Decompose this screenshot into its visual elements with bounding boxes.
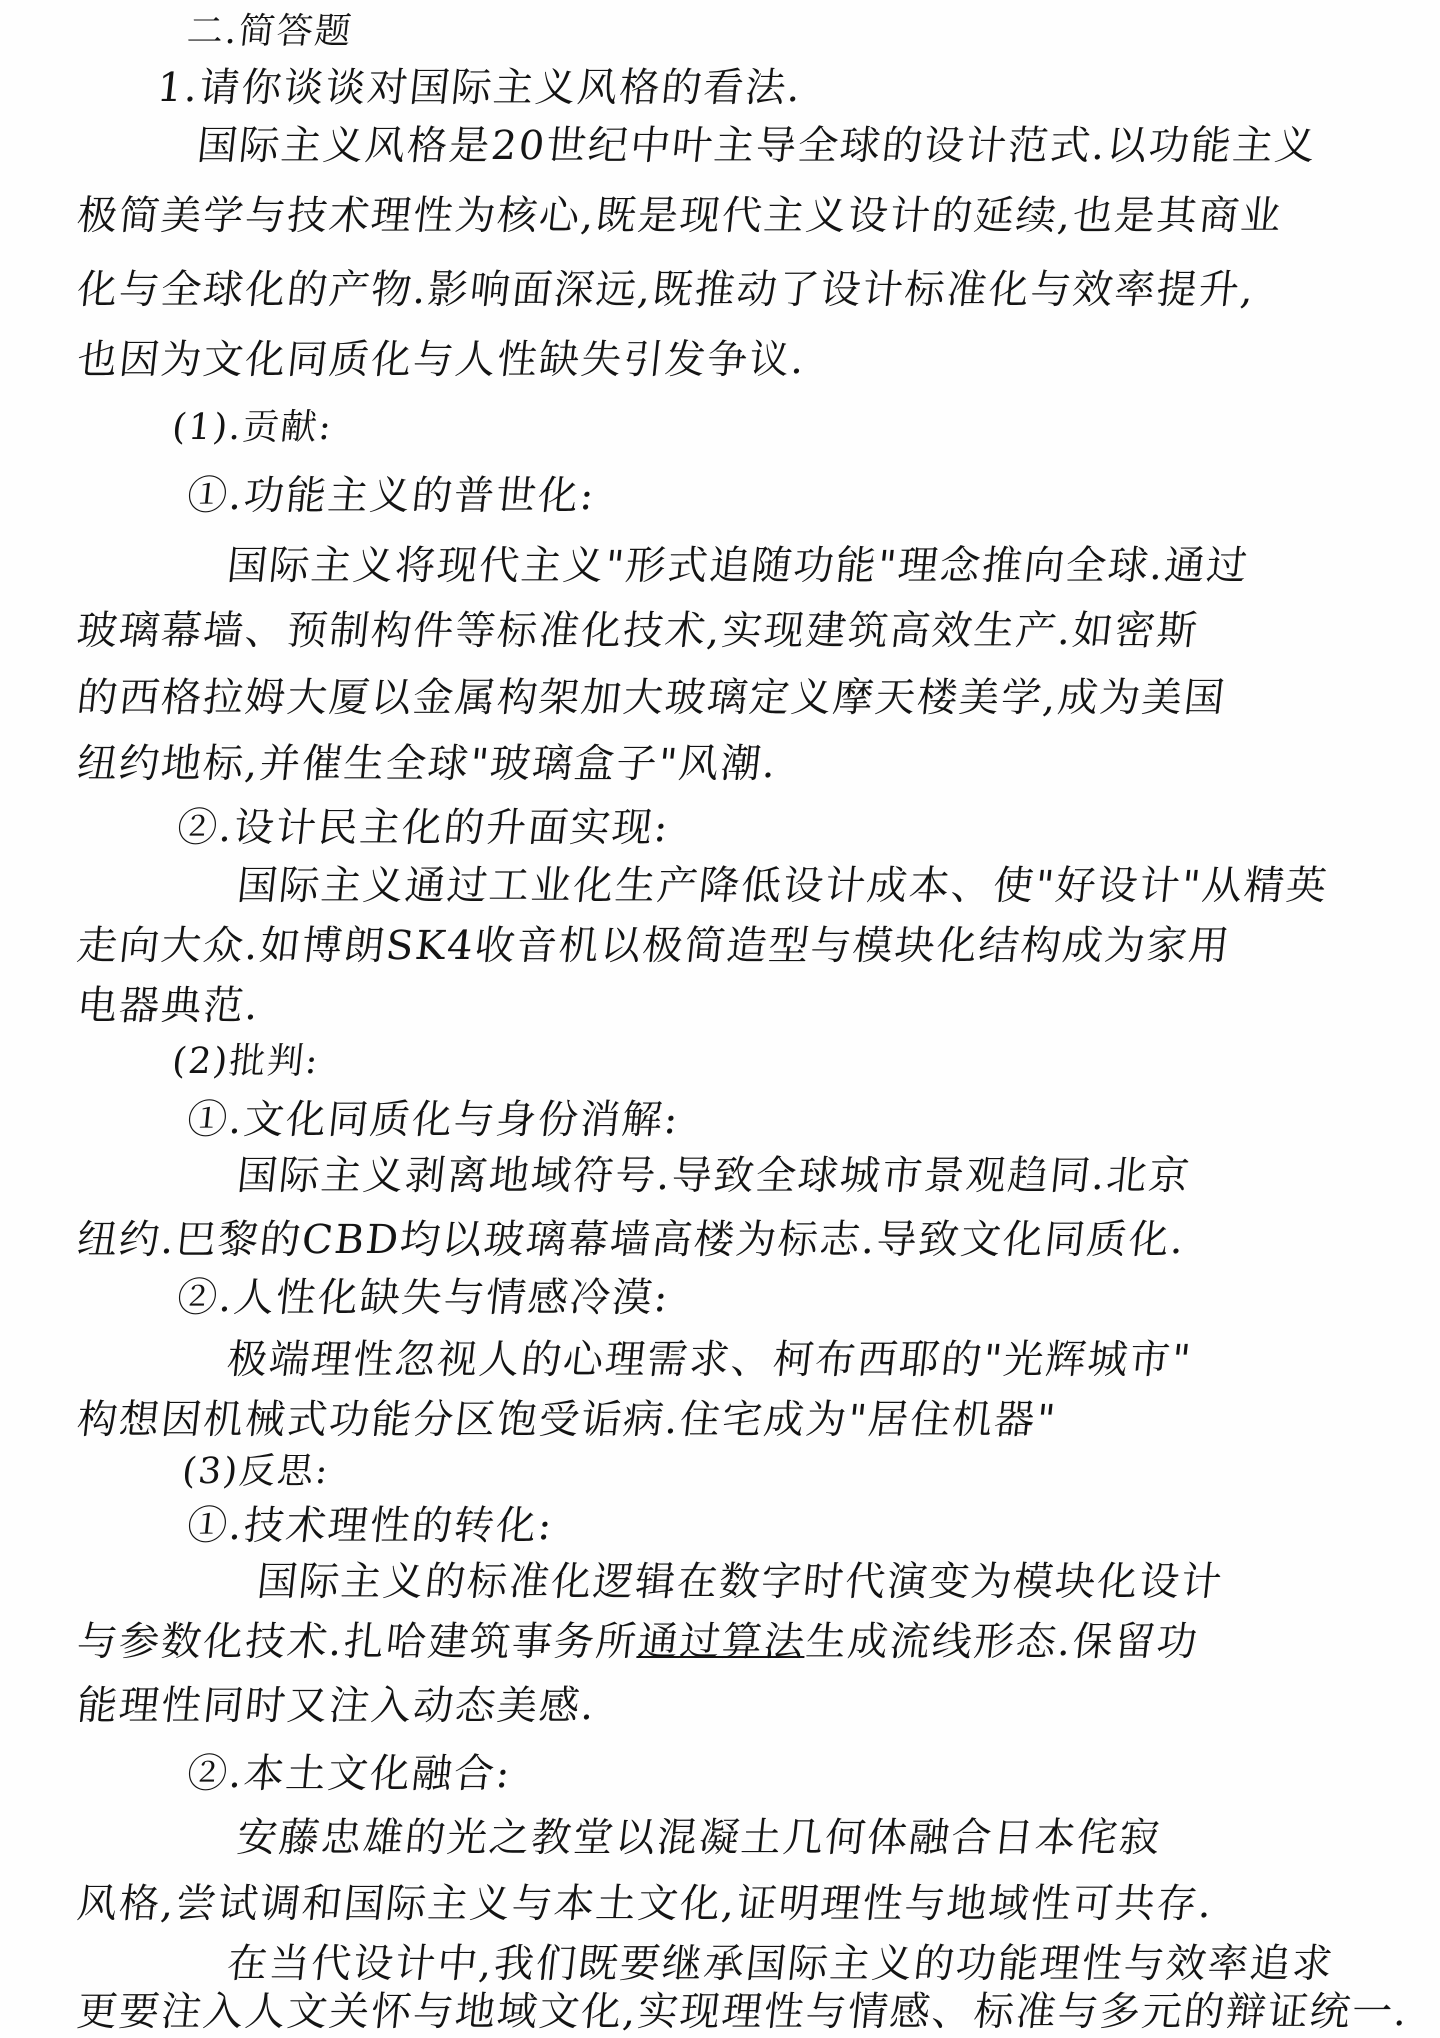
question-text: 1.请你谈谈对国际主义风格的看法. <box>154 65 805 111</box>
inspiration-line2-end: 生成流线形态.保留功 <box>803 1619 1202 1665</box>
contribution-heading: (1).贡献: <box>170 407 336 448</box>
critique-heading: (2)批判: <box>170 1041 322 1082</box>
contribution-item1-heading: ①.功能主义的普世化: <box>184 473 598 519</box>
contribution-item2-line-2: 走向大众.如博朗SK4收音机以极简造型与模块化结构成为家用 <box>74 923 1234 969</box>
inspiration-item2-line-2: 风格,尝试调和国际主义与本土文化,证明理性与地域性可共存. <box>74 1881 1216 1927</box>
critique-item1-heading: ①.文化同质化与身份消解: <box>184 1097 682 1143</box>
inspiration-heading: (3)反思: <box>180 1451 332 1492</box>
inspiration-item1-heading: ①.技术理性的转化: <box>184 1503 556 1549</box>
inspiration-item2-heading: ②.本土文化融合: <box>184 1751 514 1797</box>
contribution-item2-line-3: 电器典范. <box>74 983 263 1029</box>
contribution-item1-line-1: 国际主义将现代主义"形式追随功能"理念推向全球.通过 <box>224 543 1252 589</box>
conclusion-line-2: 更要注入人文关怀与地域文化,实现理性与情感、标准与多元的辩证统一. <box>74 1989 1412 2035</box>
critique-item2-line-1: 极端理性忽视人的心理需求、柯布西耶的"光辉城市" <box>224 1337 1195 1383</box>
critique-item2-heading: ②.人性化缺失与情感冷漠: <box>174 1275 672 1321</box>
contribution-item2-heading: ②.设计民主化的升面实现: <box>174 805 672 851</box>
inspiration-line2-start: 与参数化技术.扎哈建筑事务所 <box>74 1619 641 1665</box>
contribution-item1-line-4: 纽约地标,并催生全球"玻璃盒子"风潮. <box>74 741 780 787</box>
contribution-item1-line-2: 玻璃幕墙、预制构件等标准化技术,实现建筑高效生产.如密斯 <box>74 608 1202 654</box>
contribution-item1-line-3: 的西格拉姆大厦以金属构架加大玻璃定义摩天楼美学,成为美国 <box>74 675 1229 721</box>
intro-line-4: 也因为文化同质化与人性缺失引发争议. <box>74 337 809 383</box>
inspiration-item1-line-1: 国际主义的标准化逻辑在数字时代演变为模块化设计 <box>254 1559 1226 1605</box>
inspiration-item1-line-3: 能理性同时又注入动态美感. <box>74 1683 599 1729</box>
intro-line-1: 国际主义风格是20世纪中叶主导全球的设计范式.以功能主义 <box>194 123 1320 169</box>
inspiration-line2-underlined: 通过算法 <box>635 1619 809 1665</box>
intro-line-3: 化与全球化的产物.影响面深远,既推动了设计标准化与效率提升, <box>74 267 1258 313</box>
critique-item1-line-1: 国际主义剥离地域符号.导致全球城市景观趋同.北京 <box>234 1153 1194 1199</box>
critique-item1-line-2: 纽约.巴黎的CBD均以玻璃幕墙高楼为标志.导致文化同质化. <box>74 1217 1188 1263</box>
contribution-item2-line-1: 国际主义通过工业化生产降低设计成本、使"好设计"从精英 <box>234 863 1331 909</box>
inspiration-item2-line-1: 安藤忠雄的光之教堂以混凝土几何体融合日本侘寂 <box>234 1815 1164 1861</box>
conclusion-line-1: 在当代设计中,我们既要继承国际主义的功能理性与效率追求 <box>224 1941 1337 1987</box>
critique-item2-line-2: 构想因机械式功能分区饱受诟病.住宅成为"居住机器" <box>74 1397 1060 1443</box>
inspiration-item1-line-2 <box>75 1616 1202 1668</box>
intro-line-2: 极简美学与技术理性为核心,既是现代主义设计的延续,也是其商业 <box>74 193 1286 239</box>
section-title: 二.简答题 <box>185 11 355 52</box>
